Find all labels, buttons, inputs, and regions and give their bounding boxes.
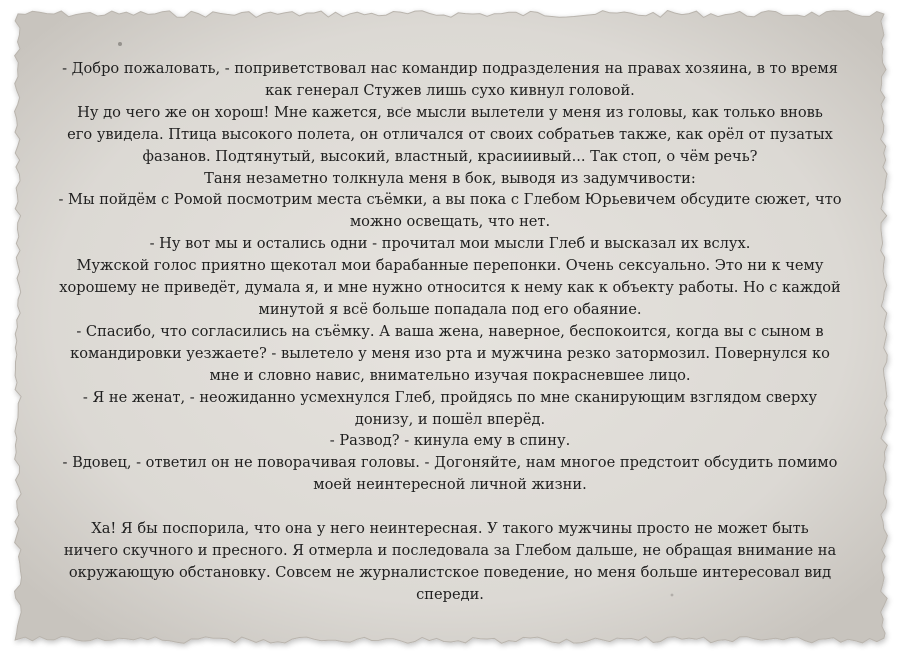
text-line: командировки уезжаете? - вылетело у меня изо рта и мужчина резко затормозил. Повернулся ко: [70, 344, 830, 362]
text-line: донизу, и пошёл вперёд.: [354, 410, 546, 428]
text-line: Мужской голос приятно щекотал мои барабанные перепонки. Очень сексуально. Это ни к чему: [76, 257, 824, 275]
text-line: можно освещать, что нет.: [349, 213, 551, 231]
text-line: окружающую обстановку. Совсем не журналистское поведение, но меня больше интересовал вид: [68, 563, 832, 581]
text-line: хорошему не приведёт, думала я, и мне нужно относится к нему как к объекту работы. Но с каждой: [59, 279, 841, 297]
text-line: Таня незаметно толкнула меня в бок, выводя из задумчивости:: [204, 169, 696, 187]
text-line: - Спасибо, что согласились на съёмку. А ваша жена, наверное, беспокоится, когда вы с сыном в: [76, 322, 824, 340]
text-line: - Развод? - кинула ему в спину.: [329, 432, 571, 450]
paragraph-1: [40, 58, 860, 496]
paragraph-gap: [40, 496, 860, 518]
text-line: ничего скучного и пресного. Я отмерла и последовала за Глебом дальше, не обращая внимание на: [63, 541, 837, 559]
text-line: спереди.: [416, 585, 484, 603]
text-line: - Я не женат, - неожиданно усмехнулся Глеб, пройдясь по мне сканирующим взглядом сверху: [82, 388, 818, 406]
paragraph-2: [40, 518, 860, 606]
text-line: как генерал Стужев лишь сухо кивнул головой.: [265, 81, 635, 99]
paper-speck: [118, 42, 122, 46]
text-line: мне и словно навис, внимательно изучая покрасневшее лицо.: [209, 366, 691, 384]
text-line: - Вдовец, - ответил он не поворачивая головы. - Догоняйте, нам многое предстоит обсудить помимо: [62, 454, 838, 472]
text-line: Ну до чего же он хорош! Мне кажется, все мысли вылетели у меня из головы, как только вновь: [77, 103, 823, 121]
text-line: фазанов. Подтянутый, высокий, властный, красииивый... Так стоп, о чём речь?: [142, 147, 758, 165]
text-line: его увидела. Птица высокого полета, он отличался от своих собратьев также, как орёл от пузатых: [67, 125, 833, 143]
text-line: Ха! Я бы поспорила, что она у него неинтересная. У такого мужчины просто не может быть: [91, 520, 809, 538]
story-text: [40, 58, 860, 606]
text-line: - Добро пожаловать, - поприветствовал нас командир подразделения на правах хозяина, в то время: [62, 60, 838, 77]
text-line: - Мы пойдём с Ромой посмотрим места съёмки, а вы пока с Глебом Юрьевичем обсудите сюжет, что: [58, 191, 842, 209]
text-line: - Ну вот мы и остались одни - прочитал мои мысли Глеб и высказал их вслух.: [149, 235, 751, 253]
text-line: минутой я всё больше попадала под его обаяние.: [258, 300, 642, 318]
text-line: моей неинтересной личной жизни.: [313, 476, 587, 494]
